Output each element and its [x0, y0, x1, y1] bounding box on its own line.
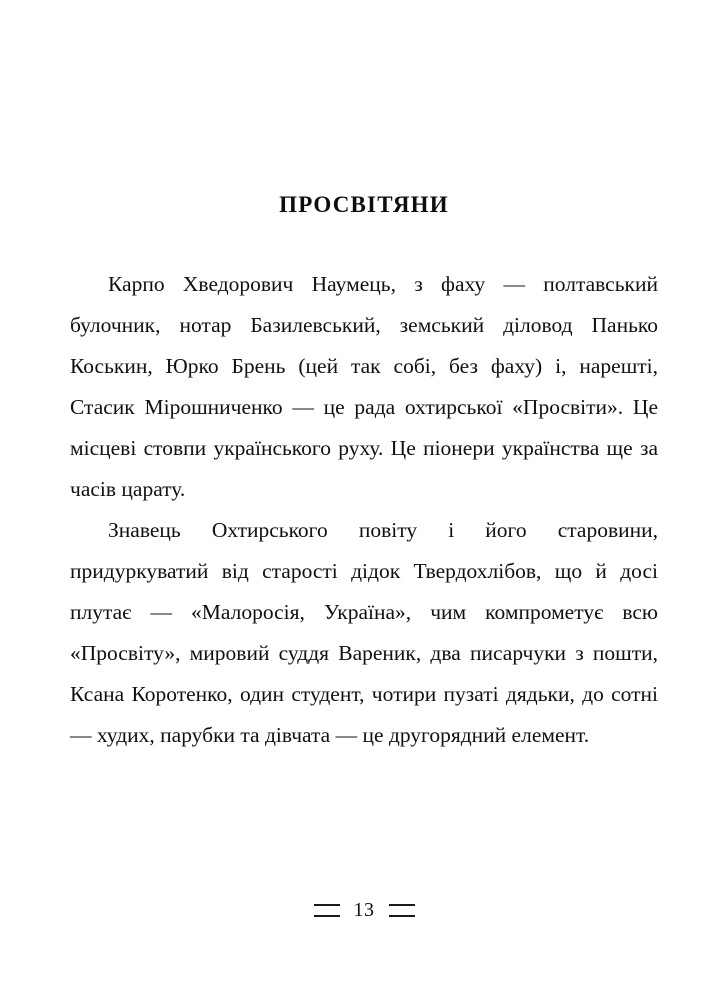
page-footer [0, 899, 728, 922]
chapter-title: ПРОСВІТЯНИ [279, 192, 449, 217]
paragraph: Карпо Хведорович Наумець, з фаху — полтавський булочник, нотар Базилевський, земський діловод Панько Коськин, Юрко Брень (цей так собі, без фаху) і, нарешті, Стасик Мірошниченко — це рада охтирської «Просвіти». Це місцеві стовпи українського руху. Це піонери українства ще за часів царату. [70, 272, 658, 501]
page-number: 13 [353, 899, 375, 921]
ornament-left-icon [314, 904, 340, 917]
ornament-right-icon [389, 904, 415, 917]
body-text [70, 264, 658, 756]
paragraph: Знавець Охтирського повіту і його старовини, придуркуватий від старості дідок Твердохлібов, що й досі плутає — «Малоросія, Україна», чим компрометує всю «Просвіту», мировий суддя Вареник, два писарчуки з пошти, Ксана Коротенко, один студент, чотири пузаті дядьки, до сотні — худих, парубки та дівчата — це другорядний елемент. [70, 518, 658, 747]
